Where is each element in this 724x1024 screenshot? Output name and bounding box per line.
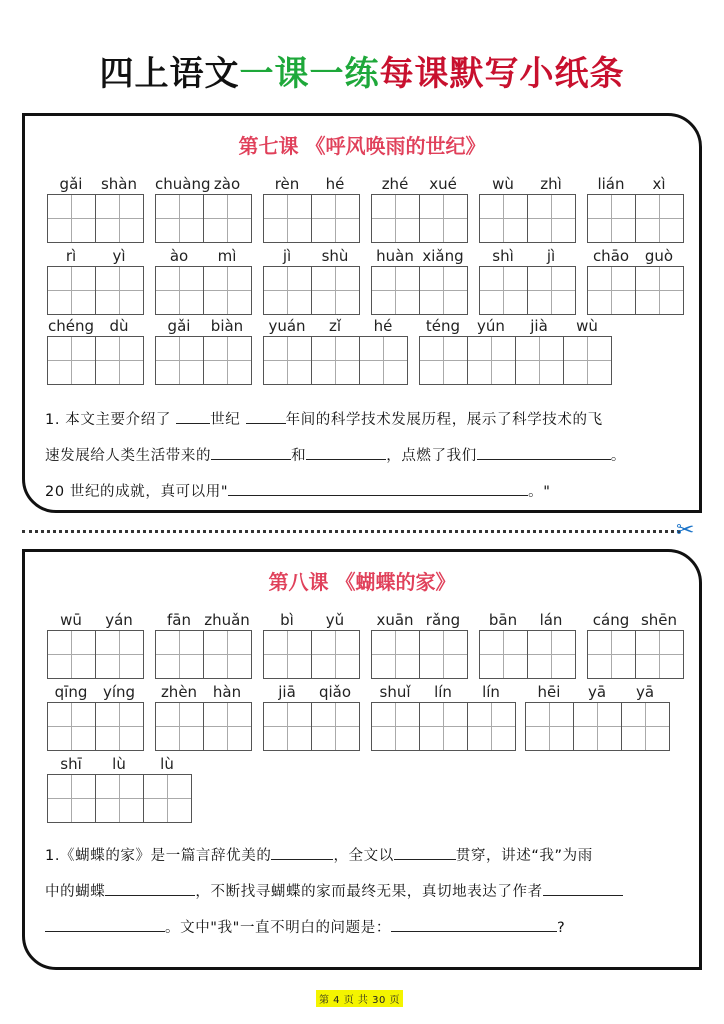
pinyin-syllable: zhì [540, 175, 562, 193]
q8-text: ，不断找寻蝴蝶的家而最终无果，真切地表达了作者 [195, 884, 543, 900]
pinyin-syllable: rèn [274, 175, 300, 193]
tianzige-box[interactable] [156, 267, 204, 314]
pinyin-syllable: cáng [592, 611, 630, 629]
tianzige-box[interactable] [264, 195, 312, 242]
writing-boxes [263, 630, 360, 679]
tianzige-box[interactable] [528, 195, 575, 242]
pinyin-syllable: yán [105, 611, 133, 629]
word-group [47, 246, 144, 315]
pinyin-syllable: hēi [537, 683, 561, 701]
pinyin-syllable: zhé [381, 175, 409, 193]
pinyin-row [371, 682, 516, 702]
tianzige-box[interactable] [156, 337, 204, 384]
writing-boxes [263, 702, 360, 751]
pinyin-syllable: rì [65, 247, 77, 265]
word-group [263, 682, 360, 751]
pinyin-syllable: shuǐ [379, 683, 411, 701]
tianzige-box[interactable] [312, 195, 359, 242]
lesson7-question-line3 [45, 480, 685, 502]
word-group [155, 682, 252, 751]
pinyin-syllable: yā [635, 683, 655, 701]
tianzige-box[interactable] [312, 267, 359, 314]
q7-text: 。 [610, 448, 626, 464]
pinyin-syllable: xué [429, 175, 457, 193]
pinyin-syllable: shì [492, 247, 514, 265]
pinyin-syllable: ào [169, 247, 189, 265]
page-title [0, 52, 724, 96]
tianzige-box[interactable] [48, 195, 96, 242]
word-group [263, 610, 360, 679]
word-group [371, 610, 468, 679]
pinyin-syllable: jì [546, 247, 556, 265]
scissors-icon: ✂ [676, 518, 695, 543]
tianzige-box[interactable] [420, 703, 468, 750]
writing-boxes [587, 630, 684, 679]
writing-boxes [47, 266, 144, 315]
pinyin-syllable: shù [321, 247, 349, 265]
word-group [587, 610, 684, 679]
pinyin-syllable: xì [652, 175, 666, 193]
word-group [263, 316, 408, 385]
word-group [47, 174, 144, 243]
lesson8-card [22, 549, 702, 970]
tianzige-box[interactable] [360, 337, 407, 384]
tianzige-box[interactable] [564, 337, 611, 384]
tianzige-box[interactable] [312, 631, 359, 678]
writing-boxes [47, 702, 144, 751]
tianzige-box[interactable] [48, 703, 96, 750]
pinyin-syllable: shēn [640, 611, 678, 629]
pinyin-syllable: fān [167, 611, 191, 629]
writing-boxes [47, 630, 144, 679]
tianzige-box[interactable] [588, 631, 636, 678]
tianzige-box[interactable] [48, 775, 96, 822]
pinyin-row [263, 682, 360, 702]
q7-blank-6[interactable] [228, 480, 528, 496]
word-group [47, 316, 144, 385]
q7-blank-2[interactable] [246, 408, 286, 424]
pinyin-row [587, 246, 684, 266]
pinyin-row [371, 610, 468, 630]
word-group [479, 246, 576, 315]
pinyin-row [155, 246, 252, 266]
tianzige-box[interactable] [264, 631, 312, 678]
pinyin-syllable: zǐ [328, 317, 342, 335]
q7-blank-4[interactable] [306, 444, 386, 460]
tianzige-box[interactable] [48, 267, 96, 314]
pinyin-syllable: gǎi [59, 175, 83, 193]
pinyin-row [263, 610, 360, 630]
q8-text: 。文中"我"一直不明白的问题是： [165, 920, 391, 936]
page-number: 第 4 页 共 30 页 [316, 990, 403, 1007]
tianzige-box[interactable] [48, 631, 96, 678]
pinyin-syllable: chāo [592, 247, 630, 265]
tianzige-box[interactable] [312, 337, 360, 384]
lesson7-card [22, 113, 702, 513]
pinyin-row [155, 316, 252, 336]
tianzige-box[interactable] [372, 195, 420, 242]
pinyin-syllable: xuān [376, 611, 414, 629]
word-group [419, 316, 612, 385]
pinyin-syllable: lù [112, 755, 126, 773]
q8-blank-1[interactable] [271, 844, 333, 860]
writing-boxes [371, 194, 468, 243]
writing-boxes [479, 266, 576, 315]
q8-text: ，全文以 [333, 848, 394, 864]
q7-text: 1. 本文主要介绍了 [45, 412, 171, 428]
tianzige-box[interactable] [204, 337, 251, 384]
pinyin-syllable: lán [539, 611, 563, 629]
pinyin-syllable: bì [280, 611, 294, 629]
q8-blank-2[interactable] [394, 844, 456, 860]
tianzige-box[interactable] [636, 631, 683, 678]
tianzige-box[interactable] [96, 631, 143, 678]
pinyin-syllable: bān [488, 611, 518, 629]
writing-boxes [371, 702, 516, 751]
word-group [263, 246, 360, 315]
writing-boxes [263, 266, 360, 315]
pinyin-syllable: hé [373, 317, 393, 335]
writing-boxes [47, 774, 192, 823]
q7-blank-5[interactable] [477, 444, 611, 460]
word-group [479, 174, 576, 243]
writing-boxes [371, 630, 468, 679]
q8-blank-4[interactable] [543, 880, 623, 896]
pinyin-row [155, 174, 252, 194]
writing-boxes [479, 630, 576, 679]
tianzige-box[interactable] [96, 195, 143, 242]
pinyin-syllable: jì [282, 247, 292, 265]
pinyin-syllable: zhèn [160, 683, 198, 701]
pinyin-row [587, 174, 684, 194]
tianzige-box[interactable] [480, 631, 528, 678]
pinyin-syllable: yì [112, 247, 126, 265]
lesson7-title: 第七课 《呼风唤雨的世纪》 [238, 134, 486, 158]
q8-text: 中的蝴蝶 [45, 884, 106, 900]
title-part1: 四上语文 [99, 54, 240, 94]
pinyin-row [263, 174, 360, 194]
tianzige-box[interactable] [204, 703, 251, 750]
tianzige-box[interactable] [420, 195, 467, 242]
word-group [47, 610, 144, 679]
writing-boxes [47, 336, 144, 385]
writing-boxes [479, 194, 576, 243]
pinyin-syllable: jià [530, 317, 548, 335]
pinyin-syllable: chuàng [155, 175, 211, 193]
q7-text: 世纪 [210, 412, 241, 428]
tianzige-box[interactable] [204, 631, 251, 678]
pinyin-syllable: yún [477, 317, 505, 335]
writing-boxes [587, 266, 684, 315]
q7-text: 速发展给人类生活带来的 [45, 448, 212, 464]
pinyin-row [587, 610, 684, 630]
pinyin-row [263, 246, 360, 266]
tianzige-box[interactable] [264, 703, 312, 750]
tianzige-box[interactable] [588, 195, 636, 242]
tianzige-box[interactable] [468, 703, 515, 750]
pinyin-row [47, 610, 144, 630]
tianzige-box[interactable] [420, 267, 467, 314]
writing-boxes [155, 194, 252, 243]
tianzige-box[interactable] [156, 703, 204, 750]
pinyin-row [155, 682, 252, 702]
tianzige-box[interactable] [372, 267, 420, 314]
q7-blank-1[interactable] [176, 408, 210, 424]
tianzige-box[interactable] [480, 267, 528, 314]
word-group [155, 610, 252, 679]
tianzige-box[interactable] [516, 337, 564, 384]
tianzige-box[interactable] [528, 631, 575, 678]
q8-text: ? [556, 920, 566, 936]
word-group [371, 682, 516, 751]
pinyin-syllable: qīng [54, 683, 88, 701]
q7-blank-3[interactable] [211, 444, 291, 460]
lesson8-title: 第八课 《蝴蝶的家》 [268, 570, 456, 594]
pinyin-row [47, 174, 144, 194]
tianzige-box[interactable] [574, 703, 622, 750]
q8-blank-5[interactable] [45, 916, 165, 932]
word-group [479, 610, 576, 679]
word-group [587, 246, 684, 315]
pinyin-syllable: yuán [268, 317, 306, 335]
pinyin-row [47, 316, 144, 336]
pinyin-syllable: zào [213, 175, 241, 193]
pinyin-syllable: huàn [376, 247, 414, 265]
writing-boxes [155, 630, 252, 679]
pinyin-syllable: lián [597, 175, 625, 193]
pinyin-syllable: yā [587, 683, 607, 701]
writing-boxes [371, 266, 468, 315]
word-group [47, 682, 144, 751]
pinyin-syllable: chéng [47, 317, 94, 335]
tianzige-box[interactable] [204, 195, 251, 242]
pinyin-syllable: jiā [278, 683, 296, 701]
tianzige-box[interactable] [636, 195, 683, 242]
title-part2: 一课一练 [239, 54, 380, 94]
pinyin-row [47, 682, 144, 702]
writing-boxes [155, 336, 252, 385]
q7-text: 。" [528, 484, 551, 500]
pinyin-syllable: shàn [100, 175, 138, 193]
pinyin-row [47, 246, 144, 266]
pinyin-syllable: wū [60, 611, 82, 629]
pinyin-row [371, 174, 468, 194]
word-group [587, 174, 684, 243]
pinyin-row [525, 682, 670, 702]
word-group [155, 316, 252, 385]
lesson8-question-line3 [45, 916, 685, 938]
pinyin-row [479, 610, 576, 630]
pinyin-syllable: lù [160, 755, 174, 773]
pinyin-syllable: mì [217, 247, 237, 265]
q7-text: 年间的科学技术发展历程，展示了科学技术的飞 [285, 412, 603, 428]
tianzige-box[interactable] [96, 337, 143, 384]
lesson8-question-line2 [45, 880, 685, 902]
q7-text: ，点燃了我们 [386, 448, 477, 464]
pinyin-syllable: yíng [102, 683, 136, 701]
writing-boxes [525, 702, 670, 751]
pinyin-syllable: rǎng [425, 611, 461, 629]
pinyin-syllable: xiǎng [422, 247, 464, 265]
tianzige-box[interactable] [636, 267, 683, 314]
tianzige-box[interactable] [96, 775, 144, 822]
writing-boxes [419, 336, 612, 385]
pinyin-row [371, 246, 468, 266]
q7-text: 20 世纪的成就，真可以用" [45, 484, 229, 500]
pinyin-row [419, 316, 612, 336]
tianzige-box[interactable] [372, 703, 420, 750]
pinyin-syllable: zhuǎn [204, 611, 250, 629]
tianzige-box[interactable] [96, 703, 143, 750]
q8-text: 贯穿，讲述“我”为雨 [455, 848, 593, 864]
pinyin-syllable: qiǎo [318, 683, 352, 701]
q8-blank-3[interactable] [105, 880, 195, 896]
tianzige-box[interactable] [468, 337, 516, 384]
tianzige-box[interactable] [156, 631, 204, 678]
word-group [371, 174, 468, 243]
pinyin-syllable: shī [60, 755, 82, 773]
tianzige-box[interactable] [264, 337, 312, 384]
pinyin-syllable: hé [325, 175, 345, 193]
pinyin-syllable: dù [109, 317, 129, 335]
pinyin-row [263, 316, 408, 336]
word-group [155, 246, 252, 315]
cut-line [22, 530, 680, 533]
word-group [263, 174, 360, 243]
writing-boxes [155, 702, 252, 751]
tianzige-box[interactable] [526, 703, 574, 750]
pinyin-syllable: wù [492, 175, 514, 193]
tianzige-box[interactable] [204, 267, 251, 314]
tianzige-box[interactable] [312, 703, 359, 750]
tianzige-box[interactable] [264, 267, 312, 314]
pinyin-row [479, 174, 576, 194]
word-group [47, 754, 192, 823]
pinyin-row [155, 610, 252, 630]
pinyin-syllable: lín [482, 683, 500, 701]
tianzige-box[interactable] [144, 775, 191, 822]
q8-text: 1.《蝴蝶的家》是一篇言辞优美的 [45, 848, 272, 864]
tianzige-box[interactable] [622, 703, 669, 750]
lesson8-question-line1 [45, 844, 685, 866]
tianzige-box[interactable] [528, 267, 575, 314]
tianzige-box[interactable] [372, 631, 420, 678]
pinyin-syllable: lín [434, 683, 452, 701]
pinyin-syllable: yǔ [325, 611, 345, 629]
tianzige-box[interactable] [96, 267, 143, 314]
writing-boxes [587, 194, 684, 243]
lesson7-question-line1 [45, 408, 685, 430]
pinyin-syllable: gǎi [167, 317, 191, 335]
tianzige-box[interactable] [156, 195, 204, 242]
writing-boxes [155, 266, 252, 315]
q7-text: 和 [291, 448, 307, 464]
q8-blank-6[interactable] [391, 916, 557, 932]
writing-boxes [47, 194, 144, 243]
writing-boxes [263, 194, 360, 243]
word-group [525, 682, 670, 751]
pinyin-syllable: wù [576, 317, 598, 335]
tianzige-box[interactable] [420, 631, 467, 678]
title-part3: 每课默写小纸条 [379, 54, 625, 94]
tianzige-box[interactable] [420, 337, 468, 384]
pinyin-syllable: guò [644, 247, 674, 265]
word-group [371, 246, 468, 315]
tianzige-box[interactable] [48, 337, 96, 384]
writing-boxes [263, 336, 408, 385]
tianzige-box[interactable] [588, 267, 636, 314]
pinyin-row [479, 246, 576, 266]
lesson7-question-line2 [45, 444, 685, 466]
pinyin-syllable: hàn [212, 683, 242, 701]
tianzige-box[interactable] [480, 195, 528, 242]
pinyin-syllable: biàn [210, 317, 244, 335]
pinyin-row [47, 754, 192, 774]
pinyin-syllable: téng [425, 317, 461, 335]
word-group [155, 174, 252, 243]
